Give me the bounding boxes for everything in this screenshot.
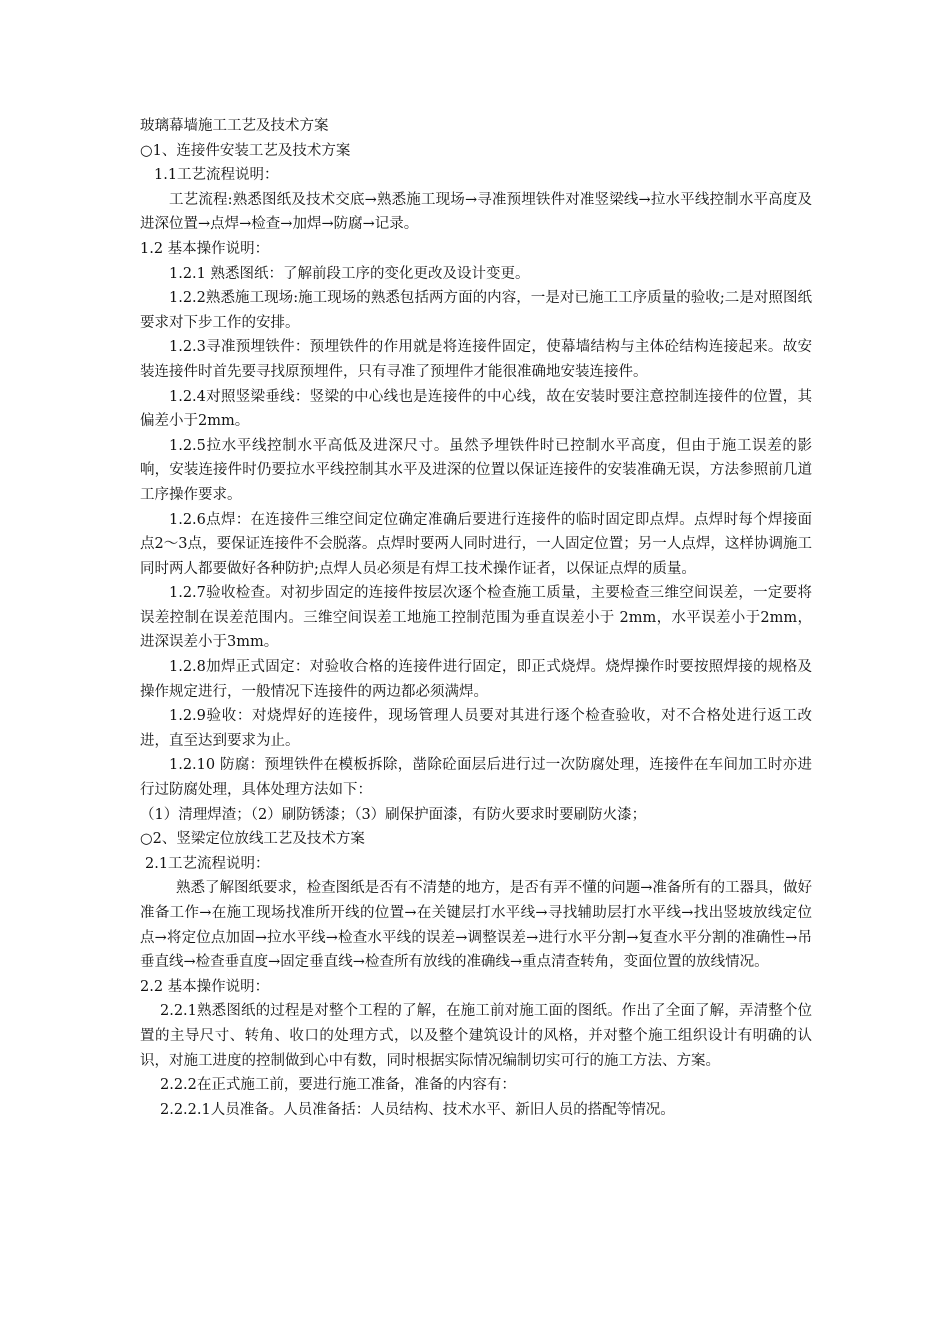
paragraph: ○2、竖梁定位放线工艺及技术方案	[140, 831, 365, 848]
paragraph: 1.2.5拉水平线控制水平高低及进深尺寸。虽然予埋铁件时已控制水平高度，但由于施工误差的影响，安装连接件时仍要拉水平线控制其水平及进深的位置以保证连接件的安装准确无误，方法参照前几道工序操作要求。	[140, 437, 812, 503]
paragraph: 1.2.2熟悉施工现场:施工现场的熟悉包括两方面的内容，一是对已施工工序质量的验收;二是对照图纸要求对下步工作的安排。	[140, 290, 812, 331]
paragraph: 1.2.4对照竖梁垂线：竖梁的中心线也是连接件的中心线，故在安装时要注意控制连接件的位置，其偏差小于2mm。	[140, 388, 812, 430]
paragraph: 熟悉了解图纸要求，检查图纸是否有不清楚的地方，是否有弄不懂的问题→准备所有的工器具，做好准备工作→在施工现场找准所开线的位置→在关键层打水平线→寻找辅助层打水平线→找出竖坡放线定位点→将定位点加固→拉水平线→检查水平线的误差→调整误差→进行水平分割→复查水平分割的准确性→吊垂直线→检查垂直度→固定垂直线→检查所有放线的准确线→重点清查转角，变面位置的放线情况。	[140, 880, 812, 971]
paragraph-list	[140, 139, 812, 1123]
paragraph: 1.2 基本操作说明：	[140, 240, 270, 257]
paragraph: ○1、连接件安装工艺及技术方案	[140, 142, 351, 159]
document-title: 玻璃幕墙施工工艺及技术方案	[140, 118, 329, 134]
paragraph: 1.2.3寻准预埋铁件：预埋铁件的作用就是将连接件固定，使幕墙结构与主体砼结构连接起来。故安装连接件时首先要寻找原预埋件，只有寻准了预埋件才能很准确地安装连接件。	[140, 339, 812, 380]
paragraph: 2.2.2.1人员准备。人员准备括：人员结构、技术水平、新旧人员的搭配等情况。	[160, 1101, 675, 1118]
paragraph: 1.2.8加焊正式固定：对验收合格的连接件进行固定，即正式烧焊。烧焊操作时要按照焊接的规格及操作规定进行，一般情况下连接件的两边都必须满焊。	[140, 659, 812, 700]
paragraph: 1.1工艺流程说明：	[154, 167, 279, 184]
document-body	[140, 114, 812, 1122]
paragraph: （1）清理焊渣；（2）刷防锈漆；（3）刷保护面漆，有防火要求时要刷防火漆；	[140, 806, 647, 823]
paragraph: 1.2.10 防腐：预埋铁件在模板拆除，凿除砼面层后进行过一次防腐处理，连接件在车间加工时亦进行过防腐处理，具体处理方法如下：	[140, 757, 812, 799]
paragraph: 2.2 基本操作说明：	[140, 978, 270, 995]
paragraph: 1.2.9验收：对烧焊好的连接件，现场管理人员要对其进行逐个检查验收，对不合格处进行返工改进，直至达到要求为止。	[140, 708, 812, 749]
paragraph: 2.2.2在正式施工前，要进行施工准备，准备的内容有：	[160, 1077, 516, 1094]
paragraph: 1.2.1 熟悉图纸：了解前段工序的变化更改及设计变更。	[169, 265, 530, 282]
paragraph: 2.2.1熟悉图纸的过程是对整个工程的了解，在施工前对施工面的图纸。作出了全面了解，弄清整个位置的主导尺寸、转角、收口的处理方式，以及整个建筑设计的风格，并对整个施工组织设计有明确的认识，对施工进度的控制做到心中有数，同时根据实际情况编制切实可行的施工方法、方案。	[140, 1003, 812, 1069]
paragraph: 1.2.7验收检查。对初步固定的连接件按层次逐个检查施工质量，主要检查三维空间误差，一定要将误差控制在误差范围内。三维空间误差工地施工控制范围为垂直误差小于 2mm，水平误差小于2mm，进深误差小于3mm。	[140, 585, 812, 651]
paragraph: 2.1工艺流程说明：	[145, 855, 270, 872]
paragraph: 工艺流程:熟悉图纸及技术交底→熟悉施工现场→寻准预埋铁件对准竖梁线→拉水平线控制水平高度及进深位置→点焊→检查→加焊→防腐→记录。	[140, 191, 812, 233]
paragraph: 1.2.6点焊：在连接件三维空间定位确定准确后要进行连接件的临时固定即点焊。点焊时每个焊接面点2～3点，要保证连接件不会脱落。点焊时要两人同时进行，一人固定位置；另一人点焊，这样协调施工同时两人都要做好各种防护;点焊人员必须是有焊工技术操作证者，以保证点焊的质量。	[140, 511, 812, 577]
